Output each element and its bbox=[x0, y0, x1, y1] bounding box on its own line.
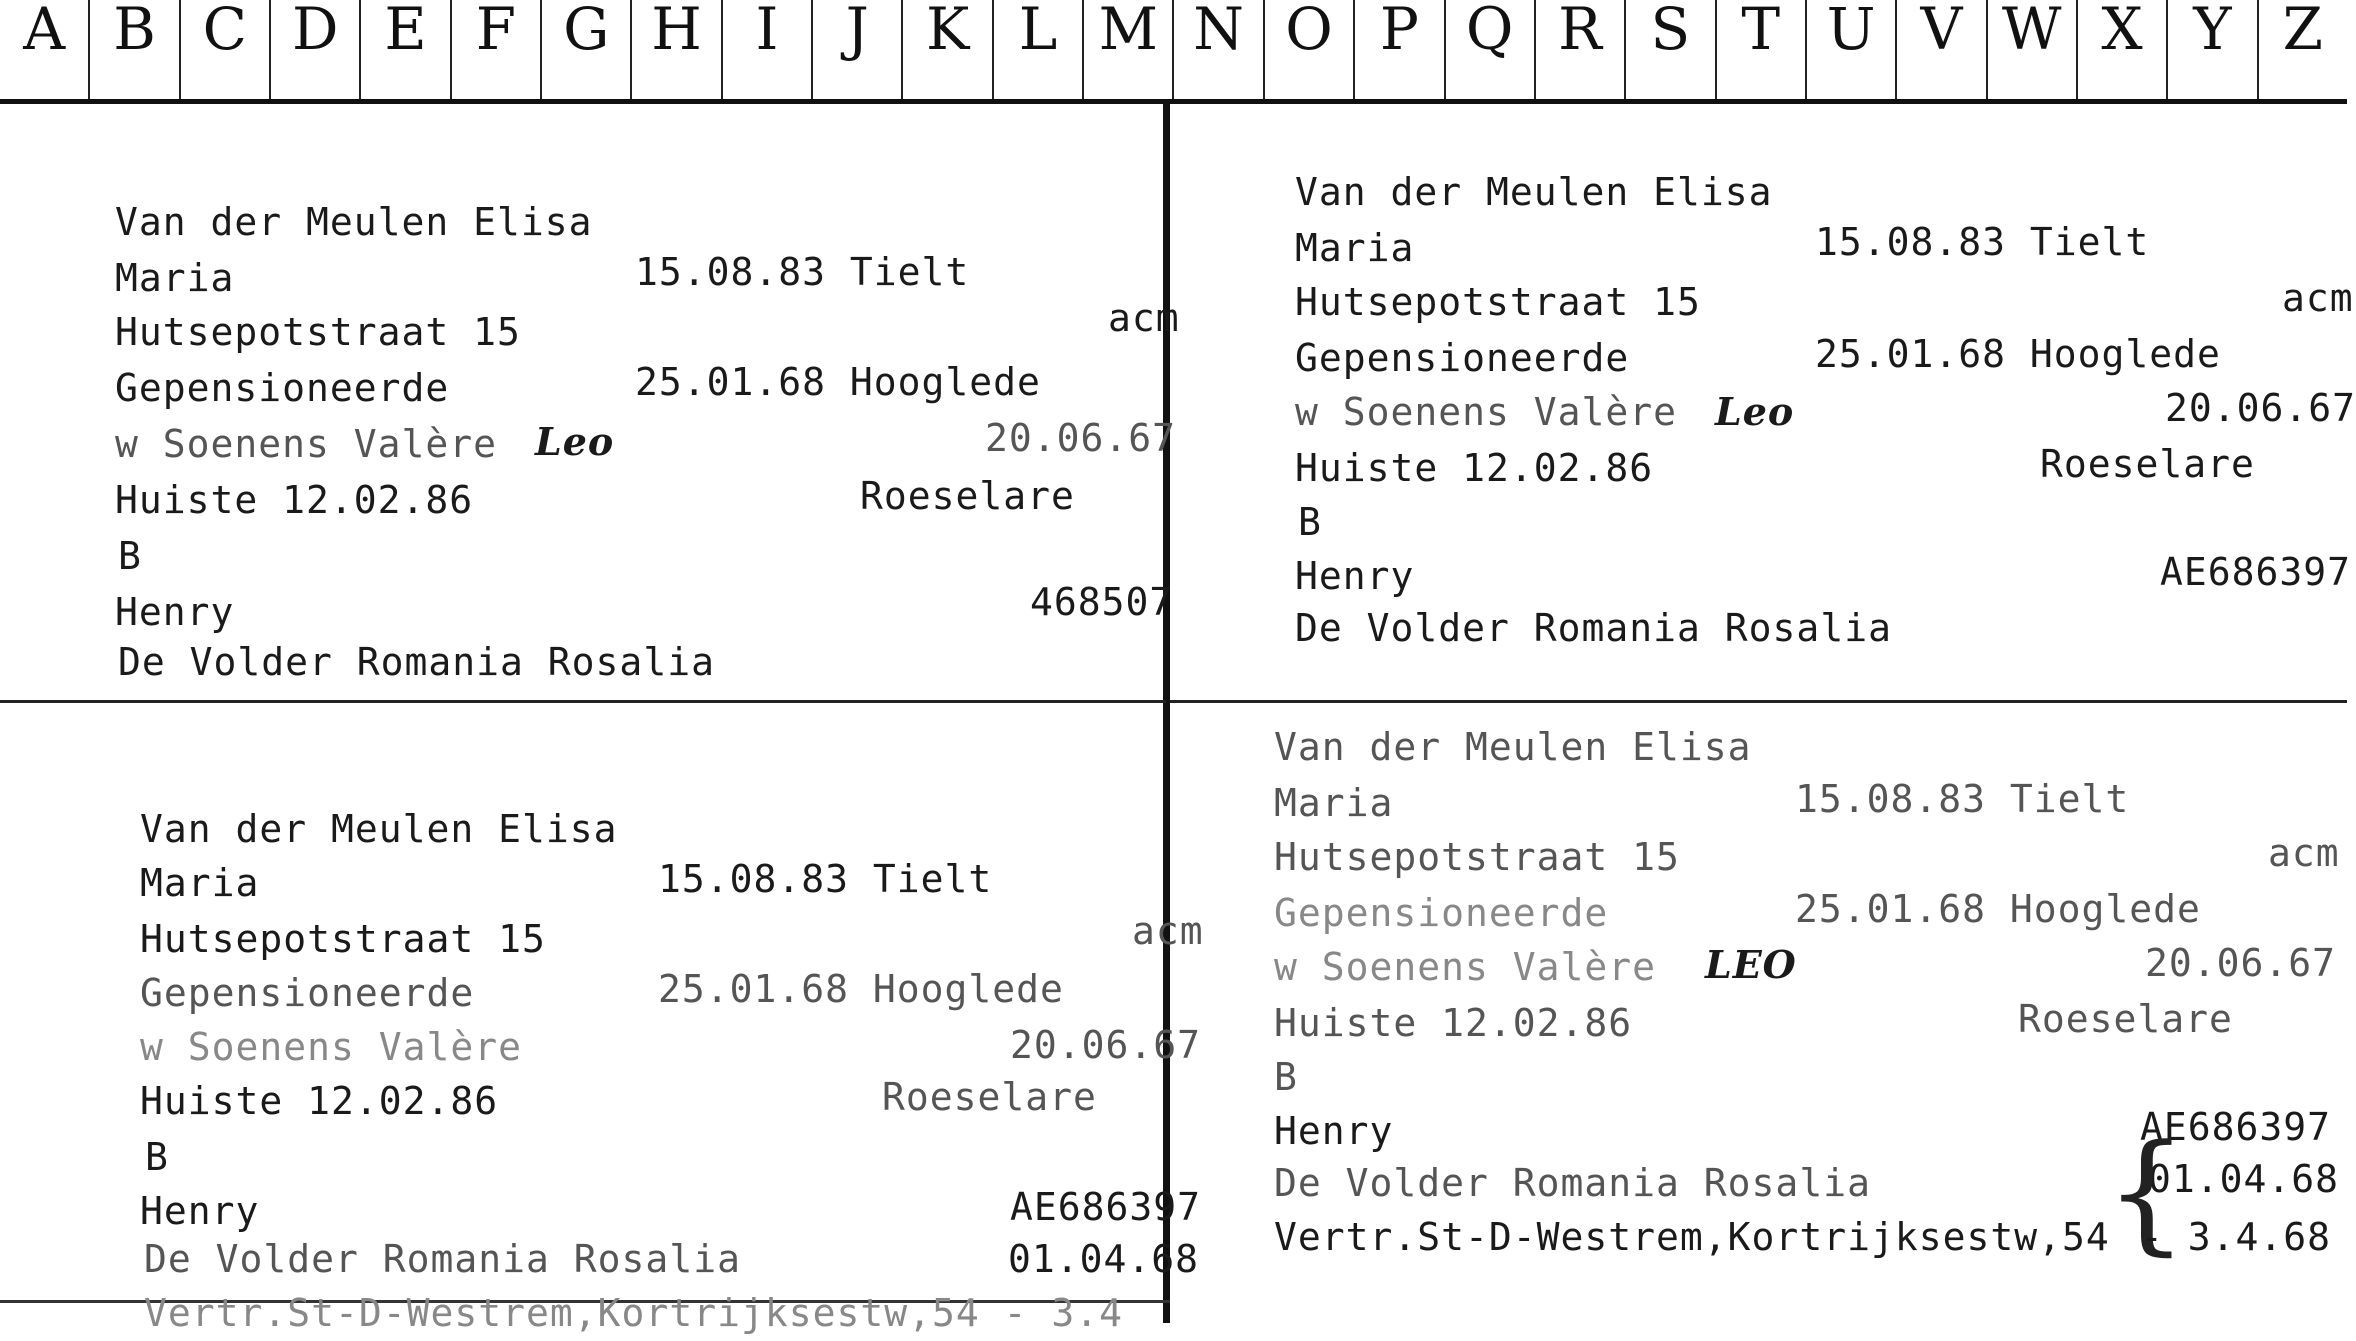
card-first-name: Maria bbox=[115, 256, 235, 300]
card-father: Henry bbox=[115, 590, 235, 634]
card-tag: acm bbox=[1108, 296, 1180, 340]
card-bottom-left bbox=[0, 703, 1204, 1335]
card-marriage: 25.01.68 Hooglede bbox=[658, 967, 1064, 1011]
card-occupation: Gepensioneerde bbox=[1274, 891, 1609, 935]
card-tag: acm bbox=[2282, 276, 2354, 320]
card-city: Roeselare bbox=[860, 474, 1075, 518]
card-number: AE686397 bbox=[2140, 1105, 2332, 1149]
alphabet-letter-b: B bbox=[88, 0, 178, 99]
card-number: AE686397 bbox=[2160, 550, 2352, 594]
alphabet-letter-t: T bbox=[1715, 0, 1805, 99]
card-marriage: 25.01.68 Hooglede bbox=[1815, 332, 2221, 376]
card-birth: 15.08.83 Tielt bbox=[1815, 220, 2150, 264]
card-occupation: Gepensioneerde bbox=[140, 971, 475, 1015]
card-mother: De Volder Romania Rosalia bbox=[144, 1237, 741, 1281]
card-spouse-handwritten: Leo bbox=[535, 419, 615, 464]
card-date-right: 20.06.67 bbox=[985, 416, 1177, 460]
card-date-bottom: 01.04.68 bbox=[2148, 1157, 2340, 1201]
card-address: Hutsepotstraat 15 bbox=[1274, 835, 1680, 879]
card-father: Henry bbox=[140, 1189, 260, 1233]
card-occupation: Gepensioneerde bbox=[115, 366, 450, 410]
card-spouse: w Soenens Valère bbox=[1295, 390, 1678, 434]
card-address: Hutsepotstraat 15 bbox=[1295, 280, 1701, 324]
alphabet-letter-x: X bbox=[2076, 0, 2166, 99]
card-father: Henry bbox=[1295, 554, 1415, 598]
alphabet-letter-w: W bbox=[1986, 0, 2076, 99]
alphabet-letter-y: Y bbox=[2166, 0, 2256, 99]
card-tag: acm bbox=[1132, 909, 1204, 953]
card-city: Roeselare bbox=[2018, 997, 2233, 1041]
card-date-bottom: 01.04.68 bbox=[1008, 1237, 1200, 1281]
card-birth: 15.08.83 Tielt bbox=[658, 857, 993, 901]
vertical-divider bbox=[1163, 104, 1170, 1323]
alphabet-letter-g: G bbox=[540, 0, 630, 99]
card-mother: De Volder Romania Rosalia bbox=[1295, 606, 1892, 650]
card-spouse-handwritten: LEO bbox=[1705, 942, 1797, 987]
card-birth: 15.08.83 Tielt bbox=[635, 250, 970, 294]
card-departure-date: - 3.4.68 bbox=[2140, 1215, 2332, 1259]
card-first-name: Maria bbox=[140, 861, 260, 905]
card-top-left bbox=[0, 104, 1180, 700]
card-occupation: Gepensioneerde bbox=[1295, 336, 1630, 380]
card-first-name: Maria bbox=[1295, 226, 1415, 270]
card-spouse: w Soenens Valère bbox=[115, 422, 498, 466]
card-residence: Huiste 12.02.86 bbox=[140, 1079, 499, 1123]
alphabet-letter-z: Z bbox=[2257, 0, 2347, 99]
alphabet-letter-q: Q bbox=[1444, 0, 1534, 99]
card-tag: acm bbox=[2268, 831, 2340, 875]
alphabet-letter-h: H bbox=[630, 0, 720, 99]
card-cut-line: Vertr.St-D-Westrem,Kortrijksestw,54 - 3.4 bbox=[144, 1291, 1123, 1335]
card-name: Van der Meulen Elisa bbox=[115, 200, 593, 244]
card-residence: Huiste 12.02.86 bbox=[1295, 446, 1654, 490]
card-mother: De Volder Romania Rosalia bbox=[118, 640, 715, 684]
card-residence: Huiste 12.02.86 bbox=[1274, 1001, 1633, 1045]
card-address: Hutsepotstraat 15 bbox=[140, 917, 546, 961]
alphabet-letter-a: A bbox=[23, 0, 66, 63]
card-marriage: 25.01.68 Hooglede bbox=[1795, 887, 2201, 931]
card-number: 468507 bbox=[1030, 580, 1174, 624]
card-letter: B bbox=[145, 1135, 169, 1179]
alphabet-letter-c: C bbox=[179, 0, 269, 99]
alphabet-letter-o: O bbox=[1263, 0, 1353, 99]
card-city: Roeselare bbox=[882, 1075, 1097, 1119]
alphabet-letter-k: K bbox=[901, 0, 991, 99]
card-number: AE686397 bbox=[1010, 1185, 1202, 1229]
card-marriage: 25.01.68 Hooglede bbox=[635, 360, 1041, 404]
card-name: Van der Meulen Elisa bbox=[140, 807, 618, 851]
alphabet-letter-u: U bbox=[1805, 0, 1895, 99]
card-birth: 15.08.83 Tielt bbox=[1795, 777, 2130, 821]
card-spouse: w Soenens Valère bbox=[1274, 945, 1657, 989]
alphabet-letter-l: L bbox=[992, 0, 1082, 99]
card-top-right bbox=[1170, 104, 2356, 700]
card-address: Hutsepotstraat 15 bbox=[115, 310, 521, 354]
card-mother: De Volder Romania Rosalia bbox=[1274, 1161, 1871, 1205]
alphabet-letter-e: E bbox=[359, 0, 449, 99]
card-spouse-handwritten: Leo bbox=[1715, 389, 1795, 434]
card-bottom-right bbox=[1170, 703, 2347, 1323]
card-letter: B bbox=[1298, 500, 1322, 544]
card-letter: B bbox=[1274, 1055, 1298, 1099]
card-father: Henry bbox=[1274, 1109, 1394, 1153]
card-letter: B bbox=[118, 534, 142, 578]
alphabet-letter-n: N bbox=[1172, 0, 1262, 99]
card-name: Van der Meulen Elisa bbox=[1295, 170, 1773, 214]
card-brace: { bbox=[2105, 1116, 2189, 1268]
alphabet-letter-r: R bbox=[1534, 0, 1624, 99]
alphabet-letter-p: P bbox=[1353, 0, 1443, 99]
alphabet-letter-d: D bbox=[269, 0, 359, 99]
card-residence: Huiste 12.02.86 bbox=[115, 478, 474, 522]
alphabet-index-strip bbox=[0, 0, 2347, 104]
alphabet-letter-i: I bbox=[721, 0, 811, 99]
alphabet-letter-f: F bbox=[450, 0, 540, 99]
card-date-right: 20.06.67 bbox=[1010, 1023, 1202, 1067]
card-date-right: 20.06.67 bbox=[2165, 386, 2356, 430]
card-city: Roeselare bbox=[2040, 442, 2255, 486]
card-name: Van der Meulen Elisa bbox=[1274, 725, 1752, 769]
alphabet-letter-j: J bbox=[811, 0, 901, 99]
card-spouse: w Soenens Valère bbox=[140, 1025, 523, 1069]
alphabet-letter-m: M bbox=[1082, 0, 1172, 99]
alphabet-letter-s: S bbox=[1624, 0, 1714, 99]
card-first-name: Maria bbox=[1274, 781, 1394, 825]
card-departure: Vertr.St-D-Westrem,Kortrijksestw,54 bbox=[1274, 1215, 2110, 1259]
alphabet-letter-v: V bbox=[1895, 0, 1985, 99]
card-date-right: 20.06.67 bbox=[2145, 941, 2337, 985]
